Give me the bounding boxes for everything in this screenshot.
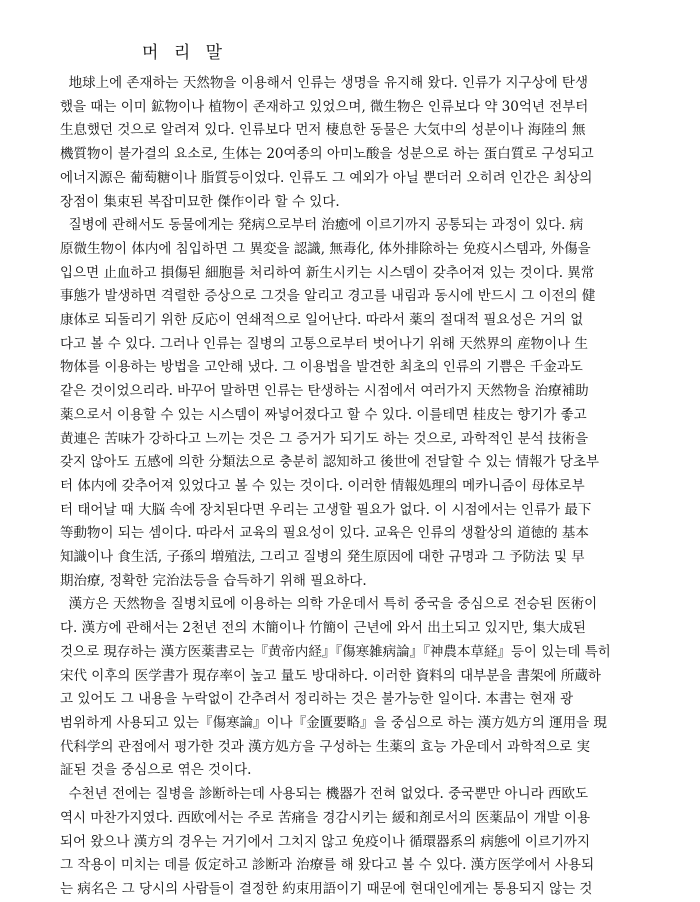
text-line: 터 태어날 때 大脳 속에 장치된다면 우리는 고생할 필요가 없다. 이 시점에서는 인류가 最下 xyxy=(60,501,592,518)
text-line: 그 작용이 미치는 데를 仮定하고 診断과 治療를 해 왔다고 볼 수 있다. 漢方医学에서 사용되 xyxy=(60,857,595,874)
text-line: 生息했던 것으로 알려져 있다. 인류보다 먼저 棲息한 동물은 大気中의 성분이나 海陸의 無 xyxy=(60,122,586,139)
text-line: 証된 것을 중심으로 엮은 것이다. xyxy=(60,762,252,779)
text-line: 질병에 관해서도 동물에게는 発病으로부터 治癒에 이르기까지 공통되는 과정이 있다. 病 xyxy=(60,217,584,234)
text-line: 康体로 되돌리기 위한 反応이 연쇄적으로 일어난다. 따라서 薬의 절대적 필요성은 거의 없 xyxy=(60,312,584,329)
page-title: 머 리 말 xyxy=(142,43,228,63)
text-line: 地球上에 존재하는 天然物을 이용해서 인류는 생명을 유지해 왔다. 인류가 지구상에 탄생 xyxy=(60,75,589,91)
document-page xyxy=(60,30,670,902)
text-line: 期治療, 정확한 完治法등을 습득하기 위해 필요하다. xyxy=(60,572,367,589)
text-line: 입으면 止血하고 損傷된 細胞를 처리하여 新生시키는 시스템이 갖추어져 있는 것이다. 異常 xyxy=(60,264,595,281)
text-line: 에너지源은 葡萄糖이나 脂質등이었다. 인류도 그 예외가 아닐 뿐더러 오히려 인간은 최상의 xyxy=(60,169,593,186)
paragraph xyxy=(60,783,670,902)
text-line: 터 体内에 갖추어져 있었다고 볼 수 있는 것이다. 이러한 情報処理의 메카니즘이 母体로부 xyxy=(60,477,585,494)
text-line: 物体를 이용하는 방법을 고안해 냈다. 그 이용법을 발견한 최초의 인류의 기쁨은 千金과도 xyxy=(60,359,583,376)
text-line: 宋代 이후의 医学書가 現存率이 높고 量도 방대하다. 이러한 資料의 대부분을 書架에 所蔵하 xyxy=(60,667,601,684)
text-line: 다. 漢方에 관해서는 2천년 전의 木簡이나 竹簡이 근년에 와서 出土되고 있지만, 集大成된 xyxy=(60,620,586,637)
text-line: 것으로 現存하는 漢方医薬書로는『黄帝内経』『傷寒雑病論』『神農本草経』등이 있는데 특히 xyxy=(60,643,611,660)
preface-body xyxy=(60,72,670,902)
text-line: 機質物이 불가결의 요소로, 生体는 20여종의 아미노酸을 성분으로 하는 蛋白質로 구성되고 xyxy=(60,146,594,163)
text-line: 같은 것이었으리라. 바꾸어 말하면 인류는 탄생하는 시점에서 여러가지 天然物을 治療補助 xyxy=(60,383,589,400)
text-line: 되어 왔으나 漢方의 경우는 거기에서 그치지 않고 免疫이나 循環器系의 病態에 이르기까지 xyxy=(60,833,591,850)
text-line: 漢方은 天然物을 질병치료에 이용하는 의학 가운데서 특히 중국을 중심으로 전승된 医術이 xyxy=(60,596,598,613)
text-line: 고 있어도 그 내용을 누락없이 간추려서 정리하는 것은 불가능한 일이다. 本書는 현재 광 xyxy=(60,691,574,708)
text-line: 原微生物이 体内에 침입하면 그 異変을 認識, 無毒化, 体外排除하는 免疫시스템과, 外傷을 xyxy=(60,240,591,257)
text-line: 薬으로서 이용할 수 있는 시스템이 짜넣어졌다고 할 수 있다. 이를테면 桂皮는 향기가 좋고 xyxy=(60,406,587,423)
text-line: 知識이나 食生活, 子孫의 増殖法, 그리고 질병의 発生原因에 대한 규명과 그 予防法 및 早 xyxy=(60,549,585,566)
text-line: 代科学의 관점에서 평가한 것과 漢方処方을 구성하는 生薬의 효능 가운데서 과학적으로 実 xyxy=(60,738,591,755)
text-line: 黄連은 苦味가 강하다고 느끼는 것은 그 증거가 되기도 하는 것으로, 과학적인 분석 技術을 xyxy=(60,430,589,447)
paragraph xyxy=(60,72,670,214)
text-line: 는 病名은 그 당시의 사람들이 결정한 約束用語이기 때문에 현대인에게는 통용되지 않는 것 xyxy=(60,880,593,897)
text-line: 等動物이 되는 셈이다. 따라서 교육의 필요성이 있다. 교육은 인류의 생활상의 道徳的 基本 xyxy=(60,525,589,542)
paragraph xyxy=(60,593,670,783)
paragraph xyxy=(60,214,670,593)
text-line: 범위하게 사용되고 있는『傷寒論』이나『金匱要略』을 중심으로 하는 漢方処方의 運用을 現 xyxy=(60,714,607,731)
text-line: 했을 때는 이미 鉱物이나 植物이 존재하고 있었으며, 微生物은 인류보다 약 30억년 전부터 xyxy=(60,98,589,115)
text-line: 수천년 전에는 질병을 診断하는데 사용되는 機器가 전혀 없었다. 중국뿐만 아니라 西欧도 xyxy=(60,786,589,803)
text-line: 장점이 集束된 복잡미묘한 傑作이라 할 수 있다. xyxy=(60,193,340,210)
text-line: 역시 마찬가지였다. 西欧에서는 주로 苦痛을 경감시키는 緩和剤로서의 医薬品이 개발 이용 xyxy=(60,809,591,826)
text-line: 事態가 발생하면 격렬한 증상으로 그것을 알리고 경고를 내림과 동시에 반드시 그 이전의 健 xyxy=(60,288,596,305)
text-line: 갖지 않아도 五感에 의한 分類法으로 충분히 認知하고 後世에 전달할 수 있는 情報가 당초부 xyxy=(60,454,600,471)
text-line: 다고 볼 수 있다. 그러나 인류는 질병의 고통으로부터 벗어나기 위해 天然界의 産物이나 生 xyxy=(60,335,589,352)
